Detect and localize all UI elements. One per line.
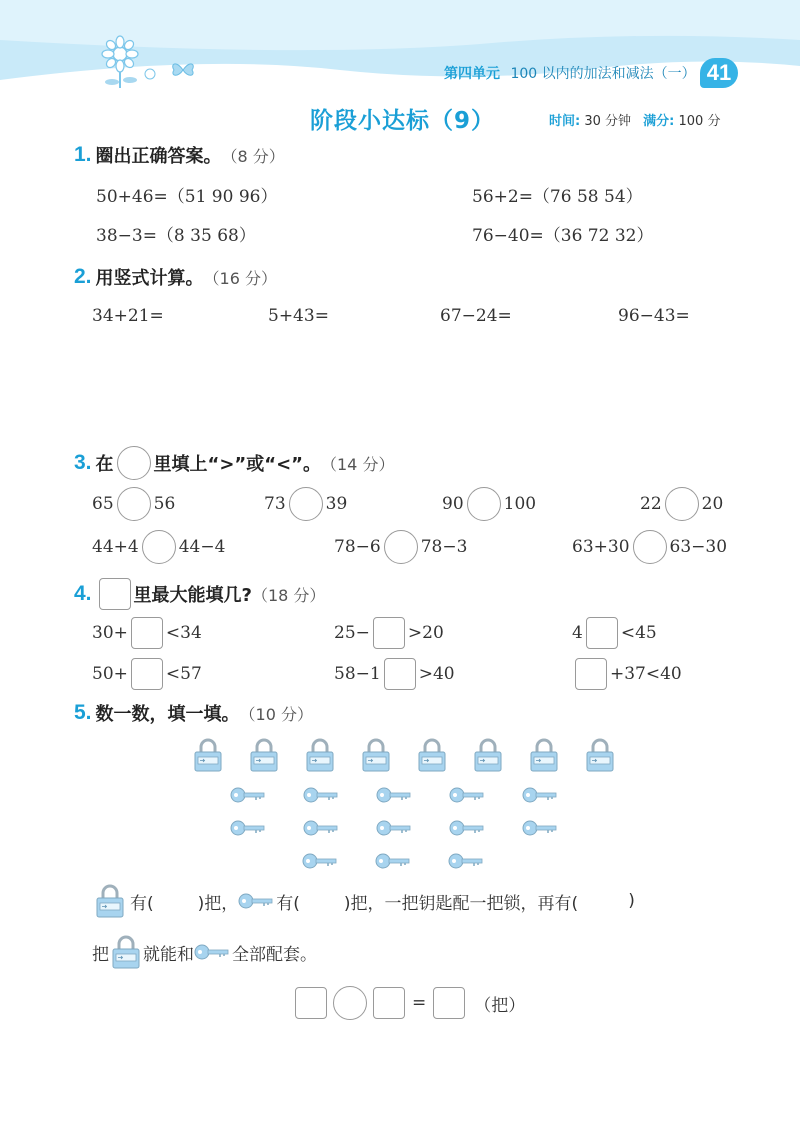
- score-value: 100 分: [678, 114, 721, 129]
- sunflower-icon: [92, 34, 162, 88]
- answer-box[interactable]: [373, 987, 405, 1019]
- square-symbol: [99, 578, 131, 610]
- lock-icon: [530, 738, 558, 772]
- question-5-number: 5.: [74, 701, 92, 724]
- question-1-text: 圈出正确答案。: [95, 146, 222, 167]
- lock-icon: [250, 738, 278, 772]
- answer-box[interactable]: [575, 658, 607, 690]
- q3-left: 73: [264, 494, 286, 514]
- exam-meta: [549, 110, 720, 129]
- q4-right: >40: [418, 664, 455, 684]
- answer-circle[interactable]: [117, 487, 151, 521]
- page-number: 41: [706, 60, 732, 85]
- q5-text: 有(: [276, 893, 300, 914]
- q5-text: ): [628, 891, 635, 911]
- page-title: 阶段小达标（9）: [310, 108, 496, 134]
- key-icon: [302, 852, 340, 870]
- q4-right: +37<40: [610, 664, 682, 684]
- q5-text: 把: [92, 944, 109, 965]
- q4-item: [572, 658, 682, 690]
- lock-icon: [362, 738, 390, 772]
- answer-circle[interactable]: [384, 530, 418, 564]
- q4-right: <45: [620, 623, 657, 643]
- key-icon: [303, 786, 341, 804]
- answer-box[interactable]: [131, 617, 163, 649]
- question-5-heading: [74, 700, 313, 726]
- answer-circle[interactable]: [665, 487, 699, 521]
- butterfly-icon: [170, 60, 196, 80]
- lock-icon: [418, 738, 446, 772]
- lock-icon: [112, 935, 140, 969]
- key-icon: [522, 819, 560, 837]
- q4-item: [92, 658, 202, 690]
- q3-right: 39: [325, 494, 348, 514]
- question-3-heading: [74, 446, 394, 480]
- lock-icon: [586, 738, 614, 772]
- q3-left: 90: [442, 494, 464, 514]
- q2-item[interactable]: 67−24=: [440, 306, 512, 326]
- question-2-text: 用竖式计算。: [95, 268, 204, 289]
- q4-left: 25−: [334, 623, 370, 643]
- key-icon: [303, 819, 341, 837]
- answer-circle[interactable]: [289, 487, 323, 521]
- q1-item[interactable]: 50+46=（51 90 96）: [96, 187, 278, 207]
- q3-item: [572, 530, 727, 564]
- q1-item[interactable]: 56+2=（76 58 54）: [472, 187, 643, 207]
- header-title: [444, 63, 696, 83]
- q3-left: 65: [92, 494, 114, 514]
- lock-icon: [194, 738, 222, 772]
- time-label: 时间:: [549, 114, 581, 129]
- q3-item: [334, 530, 467, 564]
- question-4-text: 里最大能填几?: [133, 585, 252, 606]
- q3-item: [92, 487, 175, 521]
- q4-left: 30+: [92, 623, 128, 643]
- q3-right: 100: [503, 494, 537, 514]
- key-icon: [238, 892, 276, 910]
- key-icon: [522, 786, 560, 804]
- q5-line-2: [92, 935, 317, 969]
- equals-sign: =: [412, 993, 427, 1013]
- key-icon: [449, 786, 487, 804]
- q4-right: >20: [407, 623, 444, 643]
- q4-left: 58−1: [334, 664, 381, 684]
- question-2-number: 2.: [74, 265, 92, 288]
- circle-symbol: [117, 446, 151, 480]
- key-icon: [376, 786, 414, 804]
- question-1-heading: [74, 142, 285, 168]
- q3-item: [640, 487, 723, 521]
- answer-circle[interactable]: [633, 530, 667, 564]
- question-4-number: 4.: [74, 582, 92, 605]
- answer-circle[interactable]: [467, 487, 501, 521]
- q4-right: <57: [165, 664, 202, 684]
- q4-left: 4: [572, 623, 583, 643]
- q5-text: )把，一把钥匙配一把锁，再有(: [343, 893, 579, 914]
- key-icon: [449, 819, 487, 837]
- question-3-number: 3.: [74, 451, 92, 474]
- unit-label: 第四单元: [444, 66, 500, 82]
- question-3-text-after: 里填上“>”或“<”。: [153, 454, 321, 475]
- answer-circle[interactable]: [142, 530, 176, 564]
- q3-right: 44−4: [178, 537, 226, 557]
- q4-item: [334, 617, 444, 649]
- q5-text: 就能和: [143, 944, 194, 965]
- q4-right: <34: [165, 623, 202, 643]
- lock-icon: [306, 738, 334, 772]
- q3-right: 63−30: [669, 537, 728, 557]
- answer-box[interactable]: [131, 658, 163, 690]
- key-icon: [448, 852, 486, 870]
- key-icon: [230, 786, 268, 804]
- answer-box[interactable]: [384, 658, 416, 690]
- question-5-points: （10 分）: [239, 704, 313, 724]
- topic-label: 100 以内的加法和减法（一）: [510, 66, 696, 82]
- q5-line-1: [96, 884, 635, 918]
- q5-text: 全部配套。: [232, 944, 317, 965]
- question-3-points: （14 分）: [321, 454, 395, 474]
- question-1-number: 1.: [74, 143, 92, 166]
- score-label: 满分:: [643, 114, 675, 129]
- q5-text: )把，: [197, 893, 239, 914]
- q4-item: [572, 617, 657, 649]
- lock-icon: [96, 884, 124, 918]
- q2-item[interactable]: 34+21=: [92, 306, 164, 326]
- q3-left: 22: [640, 494, 662, 514]
- question-4-points: （18 分）: [251, 585, 326, 605]
- q5-equation: [292, 986, 525, 1020]
- q1-item[interactable]: 76−40=（36 72 32）: [472, 226, 654, 246]
- page-number-badge: [700, 58, 738, 88]
- lock-icon: [474, 738, 502, 772]
- question-2-heading: [74, 264, 277, 290]
- q1-item[interactable]: 38−3=（8 35 68）: [96, 226, 256, 246]
- q4-item: [92, 617, 202, 649]
- question-5-text: 数一数，填一填。: [95, 704, 240, 725]
- key-icon: [375, 852, 413, 870]
- answer-box[interactable]: [586, 617, 618, 649]
- q3-left: 63+30: [572, 537, 630, 557]
- q3-item: [442, 487, 536, 521]
- question-2-points: （16 分）: [203, 268, 277, 288]
- answer-box[interactable]: [295, 987, 327, 1019]
- q5-text: 有(: [130, 893, 154, 914]
- q3-left: 44+4: [92, 537, 139, 557]
- unit-label: （把）: [474, 995, 526, 1016]
- key-icon: [376, 819, 414, 837]
- q3-item: [264, 487, 347, 521]
- q3-left: 78−6: [334, 537, 381, 557]
- q3-right: 78−3: [420, 537, 468, 557]
- q3-item: [92, 530, 225, 564]
- operator-circle[interactable]: [333, 986, 367, 1020]
- question-3-text-before: 在: [95, 454, 114, 475]
- answer-box[interactable]: [373, 617, 405, 649]
- q3-right: 56: [153, 494, 176, 514]
- time-value: 30 分钟: [584, 114, 632, 129]
- key-icon: [230, 819, 268, 837]
- q2-item[interactable]: 5+43=: [268, 306, 329, 326]
- q4-left: 50+: [92, 664, 128, 684]
- q2-item[interactable]: 96−43=: [618, 306, 690, 326]
- q3-right: 20: [701, 494, 724, 514]
- question-1-points: （8 分）: [221, 146, 285, 166]
- q4-item: [334, 658, 455, 690]
- key-icon: [194, 943, 232, 961]
- answer-box[interactable]: [433, 987, 465, 1019]
- question-4-heading: [74, 578, 325, 610]
